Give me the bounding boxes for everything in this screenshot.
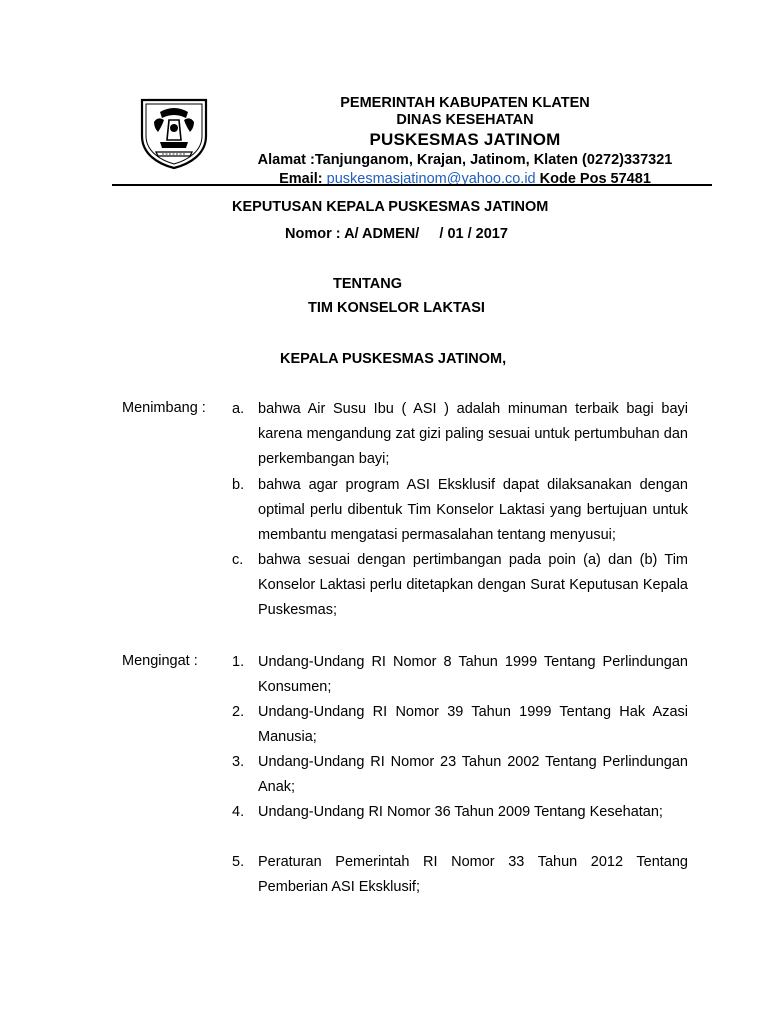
letterhead xyxy=(230,95,700,188)
item-marker: b. xyxy=(232,477,245,493)
decree-subject: TIM KONSELOR LAKTASI xyxy=(308,300,485,316)
item-marker: a. xyxy=(232,401,245,417)
item-text: bahwa Air Susu Ibu ( ASI ) adalah minuman terbaik bagi bayi karena mengandung zat gizi paling sesuai untuk pertumbuhan dan perkembangan bayi; xyxy=(258,401,688,467)
item-text: Undang-Undang RI Nomor 39 Tahun 1999 Tentang Hak Azasi Manusia; xyxy=(258,704,688,745)
menimbang-label: Menimbang : xyxy=(122,400,206,416)
item-text: Undang-Undang RI Nomor 36 Tahun 2009 Tentang Kesehatan; xyxy=(258,804,663,820)
item-marker: 1. xyxy=(232,654,245,670)
item-text: bahwa agar program ASI Eksklusif dapat dilaksanakan dengan optimal perlu dibentuk Tim Konselor Laktasi yang bertujuan untuk membantu mengatasi permasalahan tentang menyusui; xyxy=(258,477,688,543)
item-marker: 2. xyxy=(232,704,245,720)
item-marker: c. xyxy=(232,552,244,568)
menimbang-item xyxy=(232,397,688,472)
item-text: bahwa sesuai dengan pertimbangan pada poin (a) dan (b) Tim Konselor Laktasi perlu ditetapkan dengan Surat Keputusan Kepala Puskesmas; xyxy=(258,552,688,618)
letterhead-divider xyxy=(112,184,712,186)
email-label: Email: xyxy=(279,171,323,187)
decree-number: Nomor : A/ ADMEN/ / 01 / 2017 xyxy=(285,226,508,242)
mengingat-item xyxy=(232,800,688,825)
about-heading: TENTANG xyxy=(333,276,403,292)
email-link[interactable]: puskesmasjatinom@yahoo.co.id xyxy=(326,171,536,187)
menimbang-item xyxy=(232,473,688,548)
regency-crest-icon xyxy=(136,96,212,170)
issuer-heading: KEPALA PUSKESMAS JATINOM, xyxy=(280,351,507,367)
mengingat-item xyxy=(232,850,688,900)
item-text: Peraturan Pemerintah RI Nomor 33 Tahun 2012 Tentang Pemberian ASI Eksklusif; xyxy=(258,854,688,895)
mengingat-label: Mengingat : xyxy=(122,653,198,669)
mengingat-item xyxy=(232,650,688,700)
item-marker: 4. xyxy=(232,804,245,820)
decree-title: KEPUTUSAN KEPALA PUSKESMAS JATINOM xyxy=(232,199,549,215)
government-name: PEMERINTAH KABUPATEN KLATEN xyxy=(340,95,590,111)
address-line: Alamat :Tanjunganom, Krajan, Jatinom, Klaten (0272)337321 xyxy=(257,152,673,168)
item-marker: 5. xyxy=(232,854,245,870)
item-text: Undang-Undang RI Nomor 8 Tahun 1999 Tentang Perlindungan Konsumen; xyxy=(258,654,688,695)
institution-name: PUSKESMAS JATINOM xyxy=(369,130,561,149)
department-name: DINAS KESEHATAN xyxy=(396,112,534,128)
mengingat-item xyxy=(232,700,688,750)
menimbang-item xyxy=(232,548,688,623)
item-text: Undang-Undang RI Nomor 23 Tahun 2002 Tentang Perlindungan Anak; xyxy=(258,754,688,795)
postal-code: Kode Pos 57481 xyxy=(539,171,651,187)
item-marker: 3. xyxy=(232,754,245,770)
mengingat-item xyxy=(232,750,688,800)
